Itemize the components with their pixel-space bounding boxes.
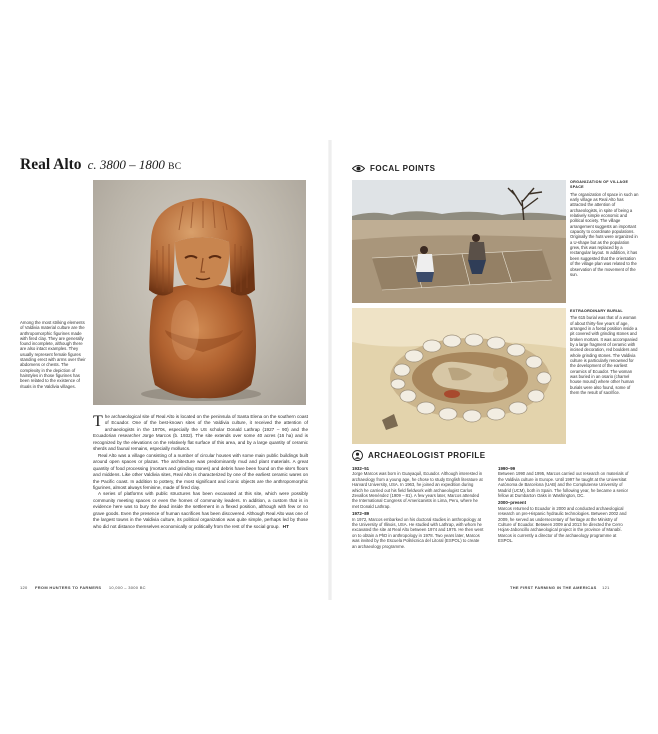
- page-number-left: 120: [20, 585, 28, 590]
- focal-point-1: [570, 180, 640, 277]
- figurine-caption: Among the most striking elements of Valdivia material culture are the anthropomorphic figurines made with fired clay. They are generally found incomplete, although there are also intact examples. They usually represent female figures standing erect with arms over their abdomens or chests. The complexity in the depiction of hairstyles in those figurines has been related to the existence of rituals in the Valdivia villages.: [20, 320, 86, 389]
- archaeologist-profile-heading: [352, 450, 486, 461]
- archaeologist-profile-label: ARCHAEOLOGIST PROFILE: [368, 451, 486, 460]
- paragraph-1-text: he archaeological site of Real Alto is located on the peninsula of Santa Elena on the southern coast of Ecuador. One of the best-known sites of the Valdivia culture, it received the attention of archaeologists in the 1970s, especially the US scholar Donald Lathrap (1927 – 90) and the Ecuadorian researcher Jorge Marcos (b. 1932). The site extends over some 40 acres (16 ha) and is recognized by the elevations on the relatively flat surface of this area, and by a large quantity of ceramic sherds and faunal remains, especially molluscs.: [93, 414, 308, 452]
- person-icon: [352, 450, 363, 461]
- profile-years: 1932–51: [352, 466, 370, 471]
- footer-right: [510, 585, 610, 590]
- author-initials: HT: [282, 524, 290, 530]
- main-article: [93, 414, 308, 531]
- page-number-right: 121: [602, 585, 610, 590]
- page-title: [20, 156, 181, 174]
- site-date: [88, 157, 182, 173]
- page-gutter: [328, 140, 332, 600]
- excavation-photo: [352, 180, 566, 303]
- focal-points-heading: [352, 164, 435, 173]
- paragraph-3: [93, 491, 308, 531]
- profile-text: Marcos returned to Ecuador in 2000 and conducted archaeological research on pre-Hispanic hydraulic technologies. Between 2002 and 2009, he served as undersecretary of heritage at the Ministry of Culture of Ecuador. Between 2009 and 2013 he directed the Cerro Hojas-Jaboncillo archaeological project in the province of Manabí. Marcos is currently a director of the archaeology programme at ESPOL.: [498, 505, 627, 544]
- paragraph-2: Real Alto was a village consisting of a number of circular houses with some main public buildings built around open spaces or plazas. The architecture was predominantly mud and plant materials. A great quantity of food processing (mortars and grinding stones) and debris have been found on the site’s floors and middens. Like other Valdivia sites, Real Alto is characterized by one of the earliest ceramic wares on the Pacific coast. In addition to pottery, the most significant and iconic objects are the anthropomorphic figurines, almost always feminine, made of fired clay.: [93, 452, 308, 490]
- profile-text: In 1972, Marcos embarked on his doctoral studies in anthropology at the University of Illinois, USA. He studied with Lathrap, with whom he excavated the site at Real Alto between 1974 and 1976. He then went on to obtain a PhD in anthropology in 1978. Two years later, Marcos was invited by the Escuela Politécnica del Litoral (ESPOL) to create an archaeology programme.: [352, 516, 484, 549]
- section-name-right: THE FIRST FARMING IN THE AMERICAS: [510, 585, 597, 590]
- burial-illustration: [352, 308, 566, 444]
- paragraph-1: [93, 414, 308, 453]
- section-name-left: FROM HUNTERS TO FARMERS: [35, 585, 102, 590]
- focal-point-2-heading: EXTRAORDINARY BURIAL: [570, 309, 623, 313]
- profile-text: Jorge Marcos was born in Guayaquil, Ecuador. Although interested in archaeology from a young age, he chose to study English literature at Harvard University, USA. In 1963, he joined an expedition during which he carried out his field fieldwork with archaeologist Carlos Zevallos Menéndez (1909 – 81). A few years later, Marcos attended the International Congress of Americanists in Lima, Peru, where he met Donald Lathrap.: [352, 471, 483, 509]
- date-range: c. 3800 – 1800: [87, 157, 165, 172]
- figurine-photo: [93, 180, 306, 405]
- drop-cap: T: [93, 413, 103, 430]
- profile-years: 2000–present: [498, 500, 527, 506]
- profile-column-1: [352, 464, 484, 549]
- section-range: 10,000 – 3000 BC: [108, 585, 146, 590]
- date-era: BC: [168, 162, 182, 172]
- profile-years: 1972–89: [352, 511, 370, 517]
- profile-column-2: [498, 464, 630, 544]
- focal-point-2-text: The 615 burial was that of a woman of about thirty-five years of age, arranged in a foetal position inside a pit covered with grinding stones and broken mortars. It was accompanied by a large fragment of ceramic with incised decoration, red boulders and whole grinding stones. The Valdivia culture is particularly renowned for the development of the earliest ceramics of Ecuador. The woman was buried in an osario (charnel house mound) where other human burials were also found, some of them the result of sacrifice.: [570, 315, 638, 396]
- focal-point-2: [570, 309, 640, 396]
- site-name: Real Alto: [20, 156, 82, 173]
- profile-years: 1990–99: [498, 466, 516, 471]
- focal-point-1-text: The organization of space in such an early village as Real Alto has attracted the attention of archaeologists, in spite of being a relatively simple economic and political society. The village arrangement suggests an important capacity to coordinate populations. Originally the huts were organized in a U-shape but as the population grew, this was replaced by a rectangular layout. In addition, it has been suggested that the orientation of the village plan was related to the observation of the movement of the sun.: [570, 191, 639, 277]
- footer-left: [20, 585, 146, 590]
- focal-point-1-heading: ORGANIZATION OF VILLAGE SPACE: [570, 180, 629, 190]
- profile-text: Between 1990 and 1995, Marcos carried out research on materials of the Valdivia culture in Europe. Until 1997 he taught at the Universitat Autònoma de Barcelona (UAB) and the Complutense University of Madrid (UCM), both in Spain. The following year, he became a senior fellow at Dumbarton Oaks in Washington, DC.: [498, 471, 629, 499]
- focal-points-label: FOCAL POINTS: [370, 164, 436, 173]
- paragraph-3-text: A series of platforms with public structures has been excavated at this site, which were possibly community meeting spaces or even the homes of community leaders. In addition, a custom that is in evidence here was to bury the dead inside the settlement in a flexed position, although with few or no grave goods. Even the presence of human sacrifices has been discovered. Although Real Alto was one of the largest towns in the Valdivia culture, its political organization was quite simple, perhaps led by those who did not distance themselves economically or politically from the rest of the social group.: [93, 491, 308, 529]
- eye-icon: [352, 164, 365, 173]
